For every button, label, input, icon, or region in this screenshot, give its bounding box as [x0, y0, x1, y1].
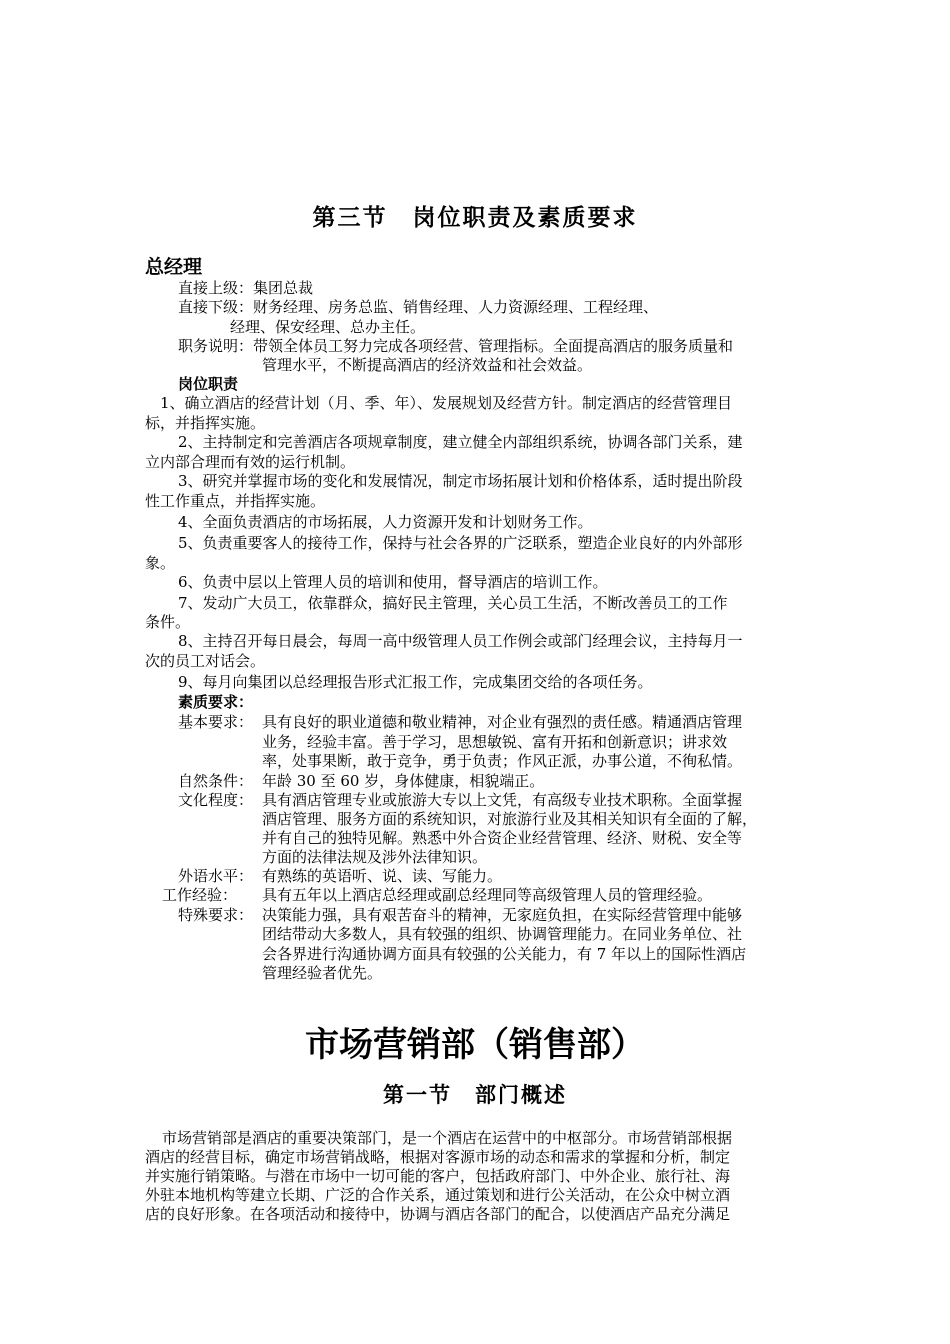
duty-line: 3、研究并掌握市场的变化和发展情况，制定市场拓展计划和价格体系，适时提出阶段 [178, 472, 743, 490]
basic-line: 业务，经验丰富。善于学习，思想敏锐、富有开拓和创新意识；讲求效 [262, 733, 728, 751]
duty-line: 4、全面负责酒店的市场拓展，人力资源开发和计划财务工作。 [178, 513, 593, 531]
overview-line: 酒店的经营目标，确定市场营销战略，根据对客源市场的动态和需求的掌握和分析，制定 [145, 1148, 731, 1166]
duty-line: 立内部合理而有效的运行机制。 [145, 453, 356, 471]
direct-subordinate-line-1: 直接下级：财务经理、房务总监、销售经理、人力资源经理、工程经理、 [178, 298, 659, 316]
duty-line: 9、每月向集团以总经理报告形式汇报工作，完成集团交给的各项任务。 [178, 673, 653, 691]
duty-line: 象。 [145, 554, 176, 572]
special-line: 团结带动大多数人，具有较强的组织、协调管理能力。在同业务单位、社 [262, 925, 743, 943]
lang-label: 外语水平： [178, 867, 254, 885]
duty-line: 标，并指挥实施。 [145, 414, 266, 432]
basic-line: 率，处事果断，敢于竞争，勇于负责；作风正派，办事公道，不徇私情。 [262, 752, 743, 770]
duty-line: 次的员工对话会。 [145, 652, 266, 670]
duty-line: 7、发动广大员工，依靠群众，搞好民主管理，关心员工生活，不断改善员工的工作 [178, 594, 728, 612]
direct-subordinate-line-2: 经理、保安经理、总办主任。 [230, 318, 426, 336]
natural-label: 自然条件： [178, 772, 254, 790]
special-label: 特殊要求： [178, 906, 254, 924]
section-title: 第三节 岗位职责及素质要求 [312, 204, 638, 231]
edu-line: 酒店管理、服务方面的系统知识，对旅游行业及其相关知识有全面的了解， [262, 810, 758, 828]
basic-line: 具有良好的职业道德和敬业精神，对企业有强烈的责任感。精通酒店管理 [262, 713, 743, 731]
duty-desc-line-2: 管理水平，不断提高酒店的经济效益和社会效益。 [262, 356, 593, 374]
duty-line: 5、负责重要客人的接待工作，保持与社会各界的广泛联系，塑造企业良好的内外部形 [178, 534, 743, 552]
direct-superior: 直接上级：集团总裁 [178, 279, 314, 297]
duty-line: 2、主持制定和完善酒店各项规章制度，建立健全内部组织系统，协调各部门关系，建 [178, 433, 743, 451]
duty-line: 1、确立酒店的经营计划（月、季、年）、发展规划及经营方针。制定酒店的经营管理目 [160, 394, 733, 412]
duty-desc-line-1: 职务说明：带领全体员工努力完成各项经营、管理指标。全面提高酒店的服务质量和 [178, 337, 734, 355]
edu-line: 并有自己的独特见解。熟悉中外合资企业经营管理、经济、财税、安全等 [262, 829, 743, 847]
overview-line: 市场营销部是酒店的重要决策部门，是一个酒店在运营中的中枢部分。市场营销部根据 [162, 1129, 733, 1147]
role-title: 总经理 [145, 256, 203, 278]
duties-heading: 岗位职责 [178, 375, 239, 393]
lang-text: 有熟练的英语听、说、读、写能力。 [262, 867, 503, 885]
exp-text: 具有五年以上酒店总经理或副总经理同等高级管理人员的管理经验。 [262, 886, 713, 904]
overview-line: 店的良好形象。在各项活动和接待中，协调与酒店各部门的配合，以使酒店产品充分满足 [145, 1205, 731, 1223]
edu-label: 文化程度： [178, 791, 254, 809]
duty-line: 条件。 [145, 613, 191, 631]
basic-label: 基本要求： [178, 713, 254, 731]
quality-heading: 素质要求： [178, 693, 254, 711]
overview-line: 外驻本地机构等建立长期、广泛的合作关系，通过策划和进行公关活动，在公众中树立酒 [145, 1186, 731, 1204]
duty-line: 6、负责中层以上管理人员的培训和使用，督导酒店的培训工作。 [178, 573, 608, 591]
department-title: 市场营销部（销售部） [305, 1025, 645, 1065]
duty-line: 8、主持召开每日晨会，每周一高中级管理人员工作例会或部门经理会议，主持每月一 [178, 632, 743, 650]
overview-line: 并实施行销策略。与潜在市场中一切可能的客户，包括政府部门、中外企业、旅行社、海 [145, 1167, 731, 1185]
section2-title: 第一节 部门概述 [383, 1082, 567, 1107]
special-line: 管理经验者优先。 [262, 964, 383, 982]
exp-label: 工作经验： [162, 886, 238, 904]
edu-line: 具有酒店管理专业或旅游大专以上文凭，有高级专业技术职称。全面掌握 [262, 791, 743, 809]
edu-line: 方面的法律法规及涉外法律知识。 [262, 848, 488, 866]
special-line: 会各界进行沟通协调方面具有较强的公关能力，有 7 年以上的国际性酒店 [262, 945, 747, 963]
special-line: 决策能力强，具有艰苦奋斗的精神，无家庭负担，在实际经营管理中能够 [262, 906, 743, 924]
natural-text: 年龄 30 至 60 岁，身体健康，相貌端正。 [262, 772, 545, 790]
duty-line: 性工作重点，并指挥实施。 [145, 492, 326, 510]
